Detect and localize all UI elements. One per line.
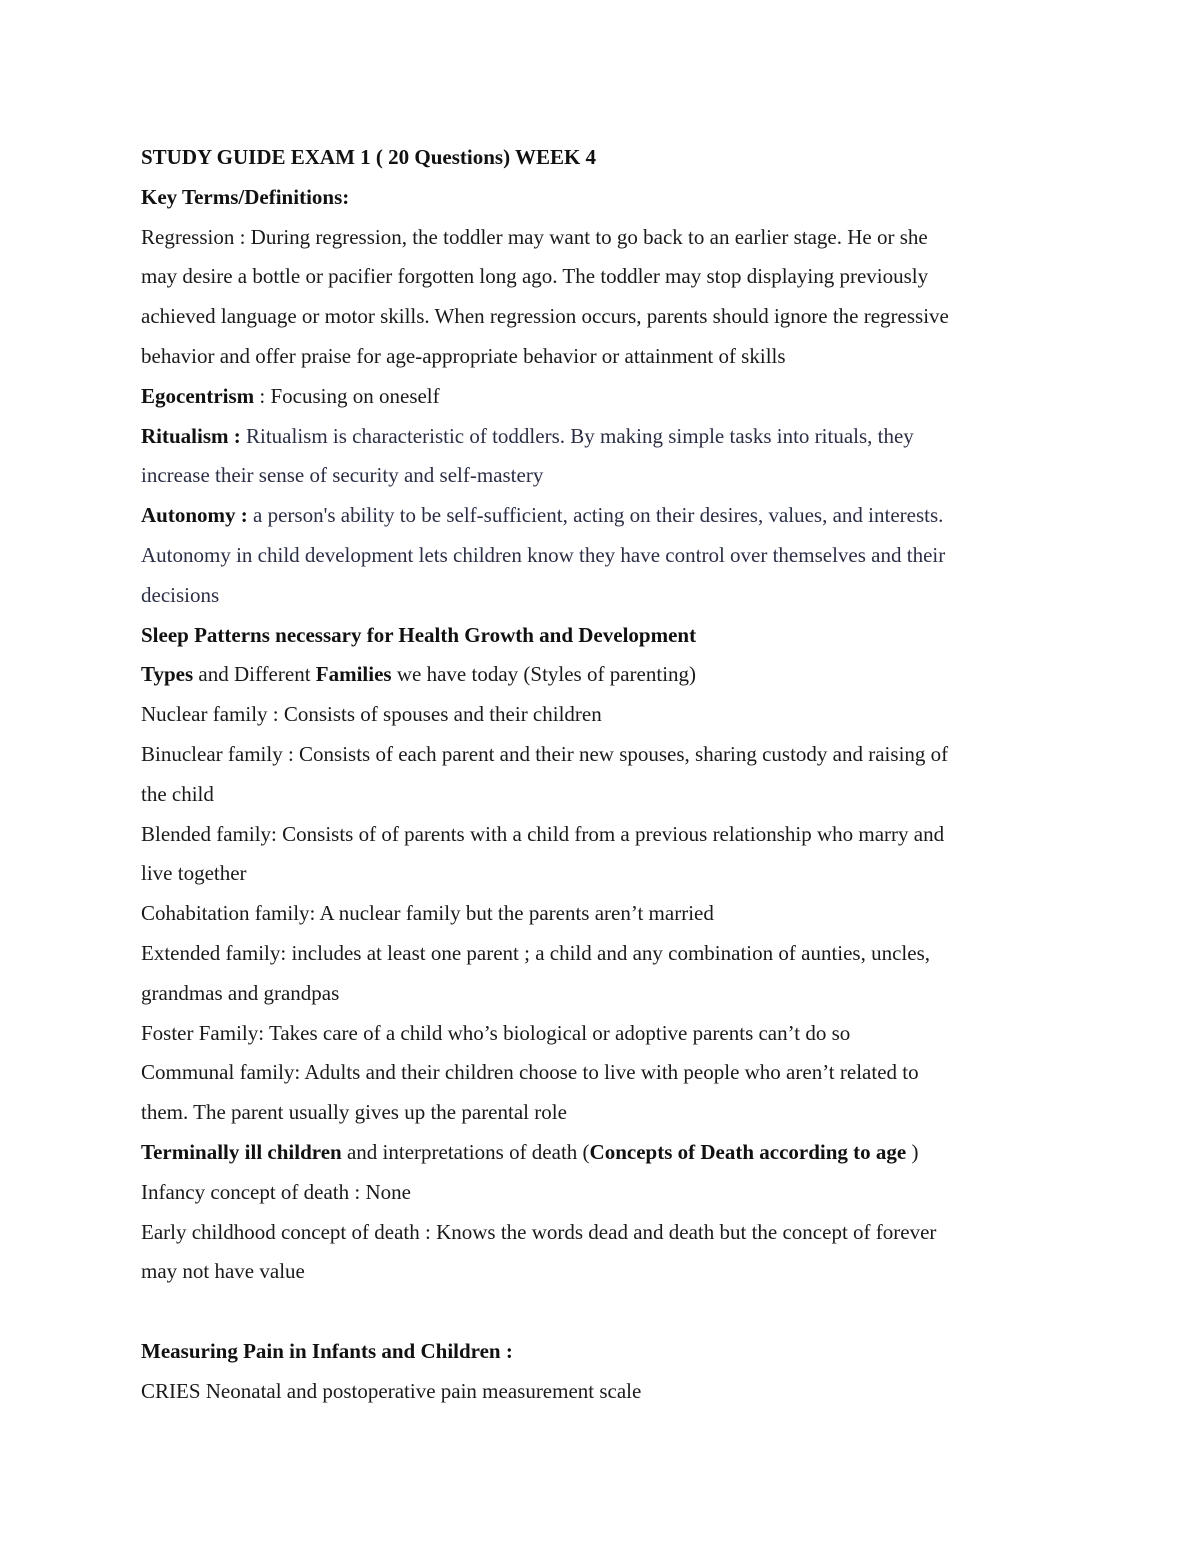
ritualism-term: Ritualism : — [141, 423, 241, 448]
regression-line-4: behavior and offer praise for age-appropriate behavior or attainment of skills — [141, 343, 786, 368]
families-heading — [141, 655, 1061, 695]
autonomy-text: a person's ability to be self-sufficient, acting on their desires, values, and interests. — [247, 503, 944, 528]
egocentrism-text: : Focusing on oneself — [254, 383, 440, 408]
key-terms-heading: Key Terms/Definitions: — [141, 184, 350, 209]
family-line: Cohabitation family: A nuclear family but the parents aren’t married — [141, 901, 714, 926]
egocentrism-definition — [141, 377, 1061, 417]
death-heading-text-2: ) — [906, 1139, 919, 1164]
sleep-heading: Sleep Patterns necessary for Health Growth and Development — [141, 622, 697, 647]
regression-line-3: achieved language or motor skills. When regression occurs, parents should ignore the regressive — [141, 304, 949, 329]
death-heading — [141, 1133, 1061, 1173]
regression-line-2: may desire a bottle or pacifier forgotten long ago. The toddler may stop displaying previously — [141, 264, 929, 289]
families-heading-text-1: and Different — [193, 662, 316, 687]
regression-line-1: Regression : During regression, the toddler may want to go back to an earlier stage. He or she — [141, 224, 928, 249]
pain-line: CRIES Neonatal and postoperative pain measurement scale — [141, 1378, 642, 1403]
death-heading-terminally-ill: Terminally ill children — [141, 1139, 342, 1164]
document-title: STUDY GUIDE EXAM 1 ( 20 Questions) WEEK 4 — [141, 145, 597, 169]
family-line: live together — [141, 861, 247, 886]
death-heading-text-1: and interpretations of death ( — [341, 1139, 590, 1164]
autonomy-continuation-2: decisions — [141, 582, 220, 607]
death-line: Early childhood concept of death : Knows the words dead and death but the concept of forever — [141, 1219, 937, 1244]
family-line: Communal family: Adults and their children choose to live with people who aren’t related to — [141, 1060, 919, 1085]
family-line: Binuclear family : Consists of each parent and their new spouses, sharing custody and raising of — [141, 741, 949, 766]
death-heading-concepts: Concepts of Death according to age — [589, 1139, 907, 1164]
family-line: them. The parent usually gives up the parental role — [141, 1100, 567, 1125]
family-line: the child — [141, 781, 214, 806]
ritualism-text: Ritualism is characteristic of toddlers. By making simple tasks into rituals, they — [240, 423, 914, 448]
blank-line — [141, 1292, 1061, 1332]
death-line: may not have value — [141, 1259, 305, 1284]
families-heading-types: Types — [141, 662, 194, 687]
ritualism-definition — [141, 417, 1061, 457]
family-line: Nuclear family : Consists of spouses and their children — [141, 702, 602, 727]
autonomy-term: Autonomy : — [141, 503, 248, 528]
families-heading-text-2: we have today (Styles of parenting) — [391, 662, 697, 687]
document-page — [141, 138, 1061, 1412]
families-heading-families: Families — [315, 662, 392, 687]
family-line: Extended family: includes at least one parent ; a child and any combination of aunties, uncles, — [141, 940, 931, 965]
autonomy-definition — [141, 496, 1061, 536]
family-line: Blended family: Consists of of parents with a child from a previous relationship who marry and — [141, 821, 945, 846]
family-line: Foster Family: Takes care of a child who’s biological or adoptive parents can’t do so — [141, 1020, 851, 1045]
family-line: grandmas and grandpas — [141, 980, 340, 1005]
pain-heading: Measuring Pain in Infants and Children : — [141, 1338, 513, 1363]
egocentrism-term: Egocentrism — [141, 383, 255, 408]
autonomy-continuation-1: Autonomy in child development lets children know they have control over themselves and their — [141, 542, 946, 567]
ritualism-continuation: increase their sense of security and self-mastery — [141, 463, 544, 488]
death-line: Infancy concept of death : None — [141, 1179, 411, 1204]
